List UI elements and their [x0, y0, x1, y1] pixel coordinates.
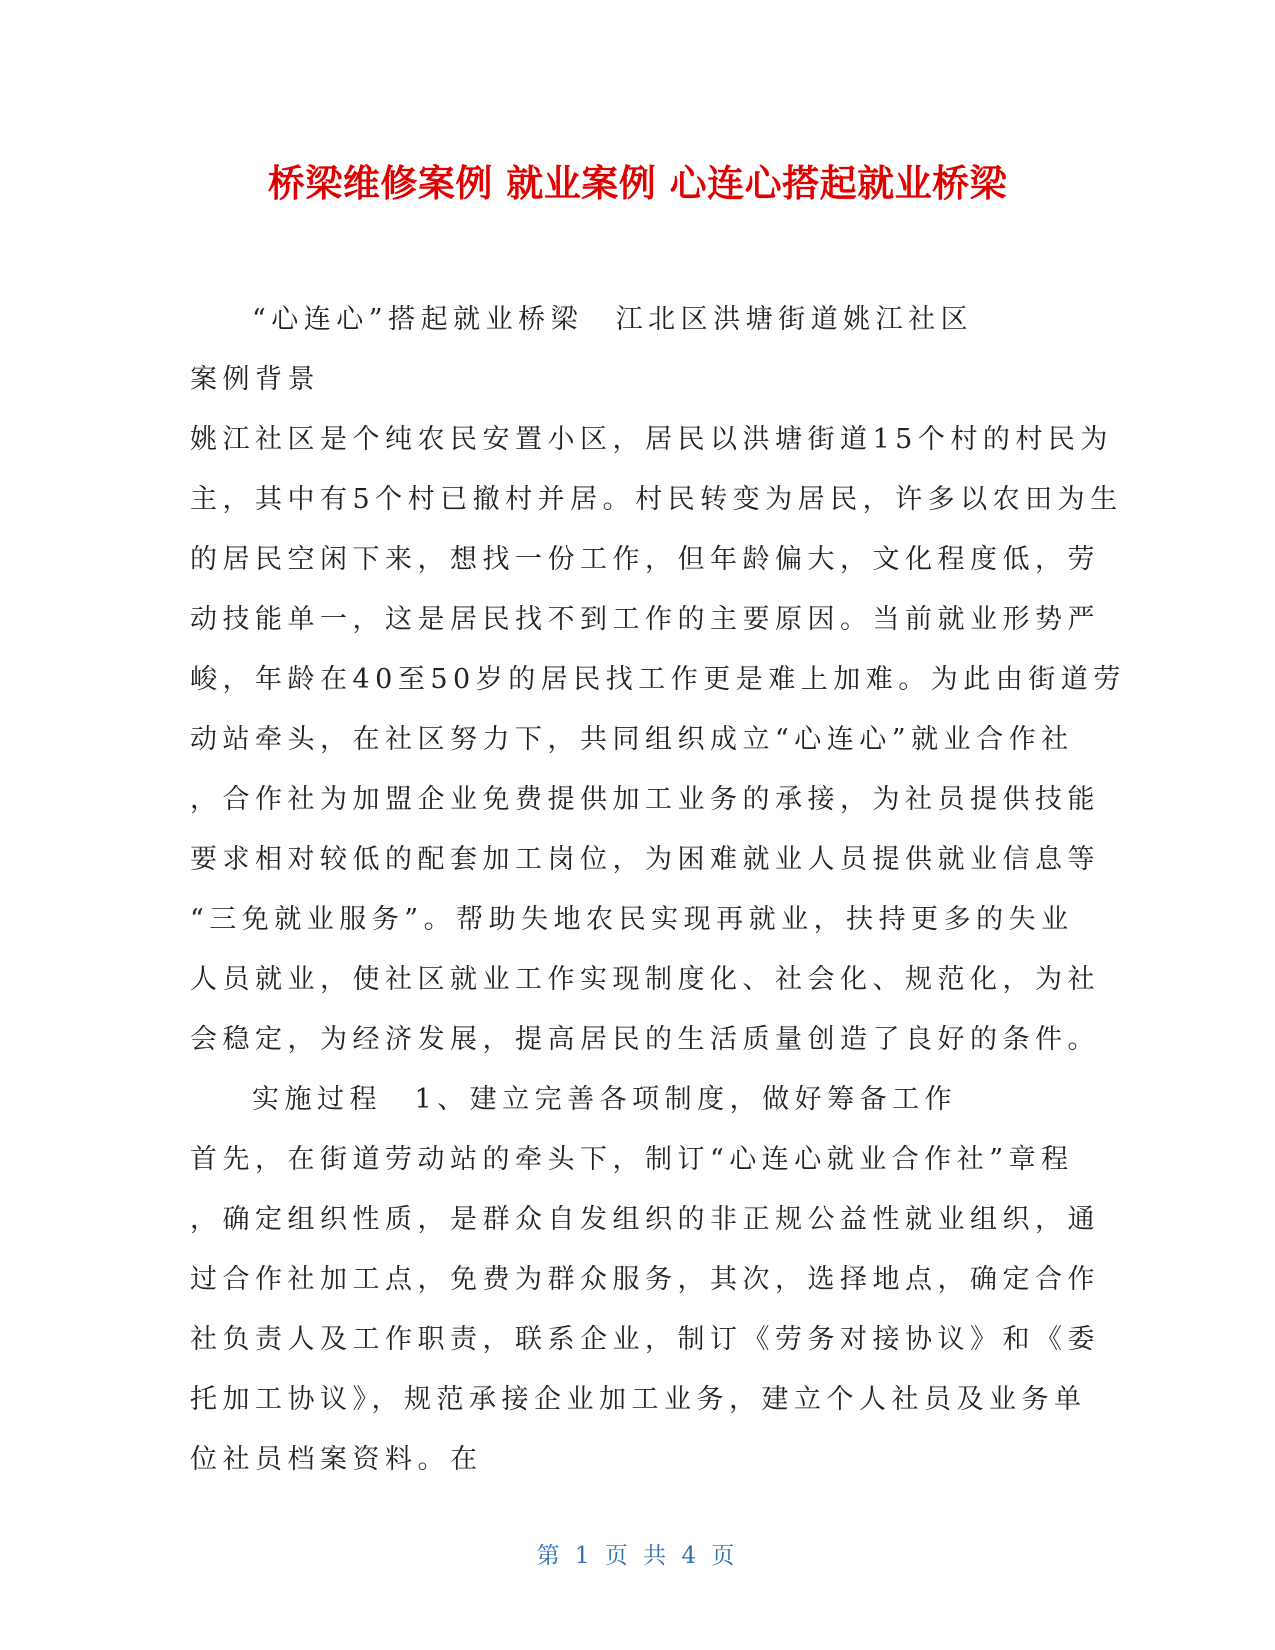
paragraph-line: 峻，年龄在40至50岁的居民找工作更是难上加难。为此由街道劳	[190, 664, 1126, 695]
paragraph-line: 姚江社区是个纯农民安置小区，居民以洪塘街道15个村的村民为	[190, 424, 1113, 455]
paragraph-line: 社负责人及工作职责，联系企业，制订《劳务对接协议》和《委	[190, 1324, 1100, 1355]
section-heading-background: 案例背景	[190, 364, 320, 395]
paragraph-line: 会稳定，为经济发展，提高居民的生活质量创造了良好的条件。	[190, 1024, 1100, 1055]
section-heading-process: 实施过程 1、建立完善各项制度，做好筹备工作	[252, 1084, 958, 1115]
document-title: 桥梁维修案例 就业案例 心连心搭起就业桥梁	[267, 162, 1008, 205]
paragraph-line: 动技能单一，这是居民找不到工作的主要原因。当前就业形势严	[190, 604, 1100, 635]
paragraph-line: 要求相对较低的配套加工岗位，为困难就业人员提供就业信息等	[190, 844, 1100, 875]
paragraph-line: 托加工协议》，规范承接企业加工业务，建立个人社员及业务单	[190, 1384, 1087, 1415]
subtitle-line: “心连心”搭起就业桥梁 江北区洪塘街道姚江社区	[252, 304, 974, 335]
page-number-footer: 第 1 页 共 4 页	[536, 1543, 739, 1569]
paragraph-line: 位社员档案资料。在	[190, 1444, 483, 1475]
paragraph-line: 人员就业，使社区就业工作实现制度化、社会化、规范化，为社	[190, 964, 1100, 995]
paragraph-line: ，确定组织性质，是群众自发组织的非正规公益性就业组织，通	[190, 1204, 1100, 1235]
paragraph-line: 动站牵头，在社区努力下，共同组织成立“心连心”就业合作社	[190, 724, 1074, 755]
paragraph-line: “三免就业服务”。帮助失地农民实现再就业，扶持更多的失业	[190, 904, 1074, 935]
paragraph-line: 的居民空闲下来，想找一份工作，但年龄偏大，文化程度低，劳	[190, 544, 1100, 575]
document-body	[190, 290, 1126, 1490]
paragraph-line: 主，其中有5个村已撤村并居。村民转变为居民，许多以农田为生	[190, 484, 1123, 515]
paragraph-line: 过合作社加工点，免费为群众服务，其次，选择地点，确定合作	[190, 1264, 1100, 1295]
paragraph-line: ，合作社为加盟企业免费提供加工业务的承接，为社员提供技能	[190, 784, 1100, 815]
paragraph-line: 首先，在街道劳动站的牵头下，制订“心连心就业合作社”章程	[190, 1144, 1074, 1175]
